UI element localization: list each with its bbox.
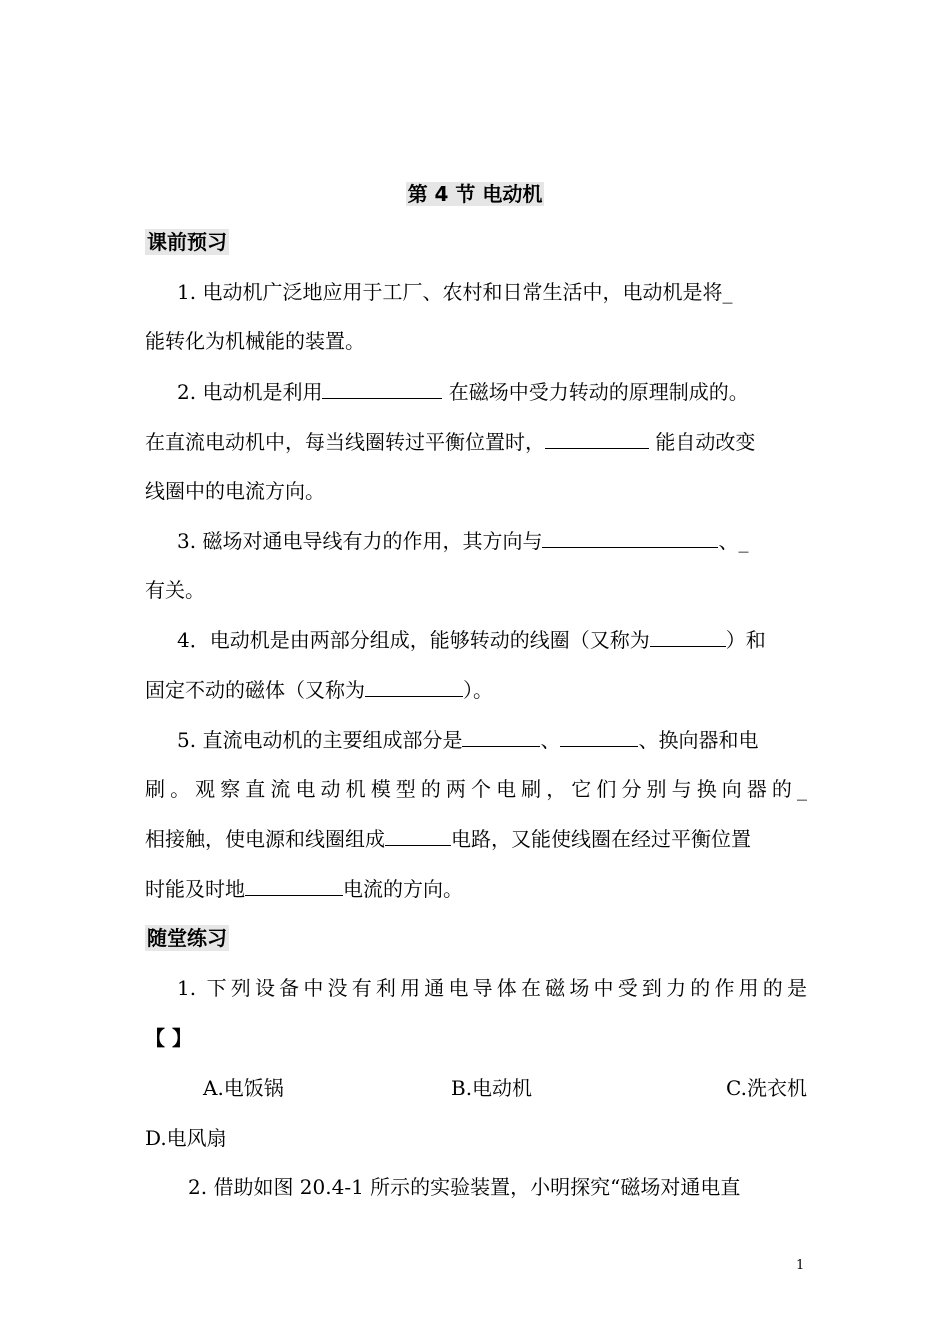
option-d[interactable]: D.电风扇 xyxy=(145,1126,227,1150)
preview-q4-line1: 4．电动机是由两部分组成，能够转动的线圈（又称为 ）和 xyxy=(177,628,766,652)
answer-blank[interactable] xyxy=(322,378,442,399)
preview-q2-line3: 线圈中的电流方向。 xyxy=(145,479,325,503)
preview-q3-line1: 3. 磁场对通电导线有力的作用，其方向与 、_ xyxy=(177,529,749,553)
answer-bracket[interactable]: 【 】 xyxy=(145,1026,192,1050)
answer-blank[interactable] xyxy=(365,676,463,697)
option-b[interactable]: B.电动机 xyxy=(451,1076,533,1100)
page-title: 第 4 节 电动机 xyxy=(407,182,543,206)
answer-blank[interactable] xyxy=(542,527,718,548)
option-a[interactable]: A.电饭锅 xyxy=(203,1076,284,1100)
preview-q1-line2: 能转化为机械能的装置。 xyxy=(145,329,365,353)
section-heading-preview: 课前预习 xyxy=(147,230,227,254)
page-number: 1 xyxy=(796,1258,805,1273)
preview-q1-line1: 1. 电动机广泛地应用于工厂、农村和日常生活中，电动机是将_ xyxy=(177,280,733,304)
preview-q5-line3: 相接触，使电源和线圈组成 电路，又能使线圈在经过平衡位置 xyxy=(145,827,751,851)
option-c[interactable]: C.洗衣机 xyxy=(726,1076,807,1100)
preview-q5-line4: 时能及时地 电流的方向。 xyxy=(145,877,463,901)
answer-blank[interactable] xyxy=(545,428,649,449)
section-heading-practice: 随堂练习 xyxy=(147,926,227,950)
preview-q5-line2: 刷。观察直流电动机模型的两个电刷，它们分别与换向器的_ xyxy=(145,777,807,801)
practice-q1-line1: 1. 下列设备中没有利用通电导体在磁场中受到力的作用的是 xyxy=(177,976,807,1000)
preview-q2-line1: 2. 电动机是利用 在磁场中受力转动的原理制成的。 xyxy=(177,380,749,404)
preview-q2-line2: 在直流电动机中，每当线圈转过平衡位置时， 能自动改变 xyxy=(145,430,756,454)
answer-blank[interactable] xyxy=(650,626,726,647)
practice-q2-line1: 2. 借助如图 20.4-1 所示的实验装置，小明探究“磁场对通电直 xyxy=(188,1175,741,1199)
answer-blank[interactable] xyxy=(560,726,638,747)
preview-q3-line2: 有关。 xyxy=(145,578,205,602)
preview-q4-line2: 固定不动的磁体（又称为 ）。 xyxy=(145,678,493,702)
preview-q5-line1: 5. 直流电动机的主要组成部分是 、 、换向器和电 xyxy=(177,728,759,752)
answer-blank[interactable] xyxy=(245,875,343,896)
answer-blank[interactable] xyxy=(462,726,540,747)
answer-blank[interactable] xyxy=(385,825,451,846)
